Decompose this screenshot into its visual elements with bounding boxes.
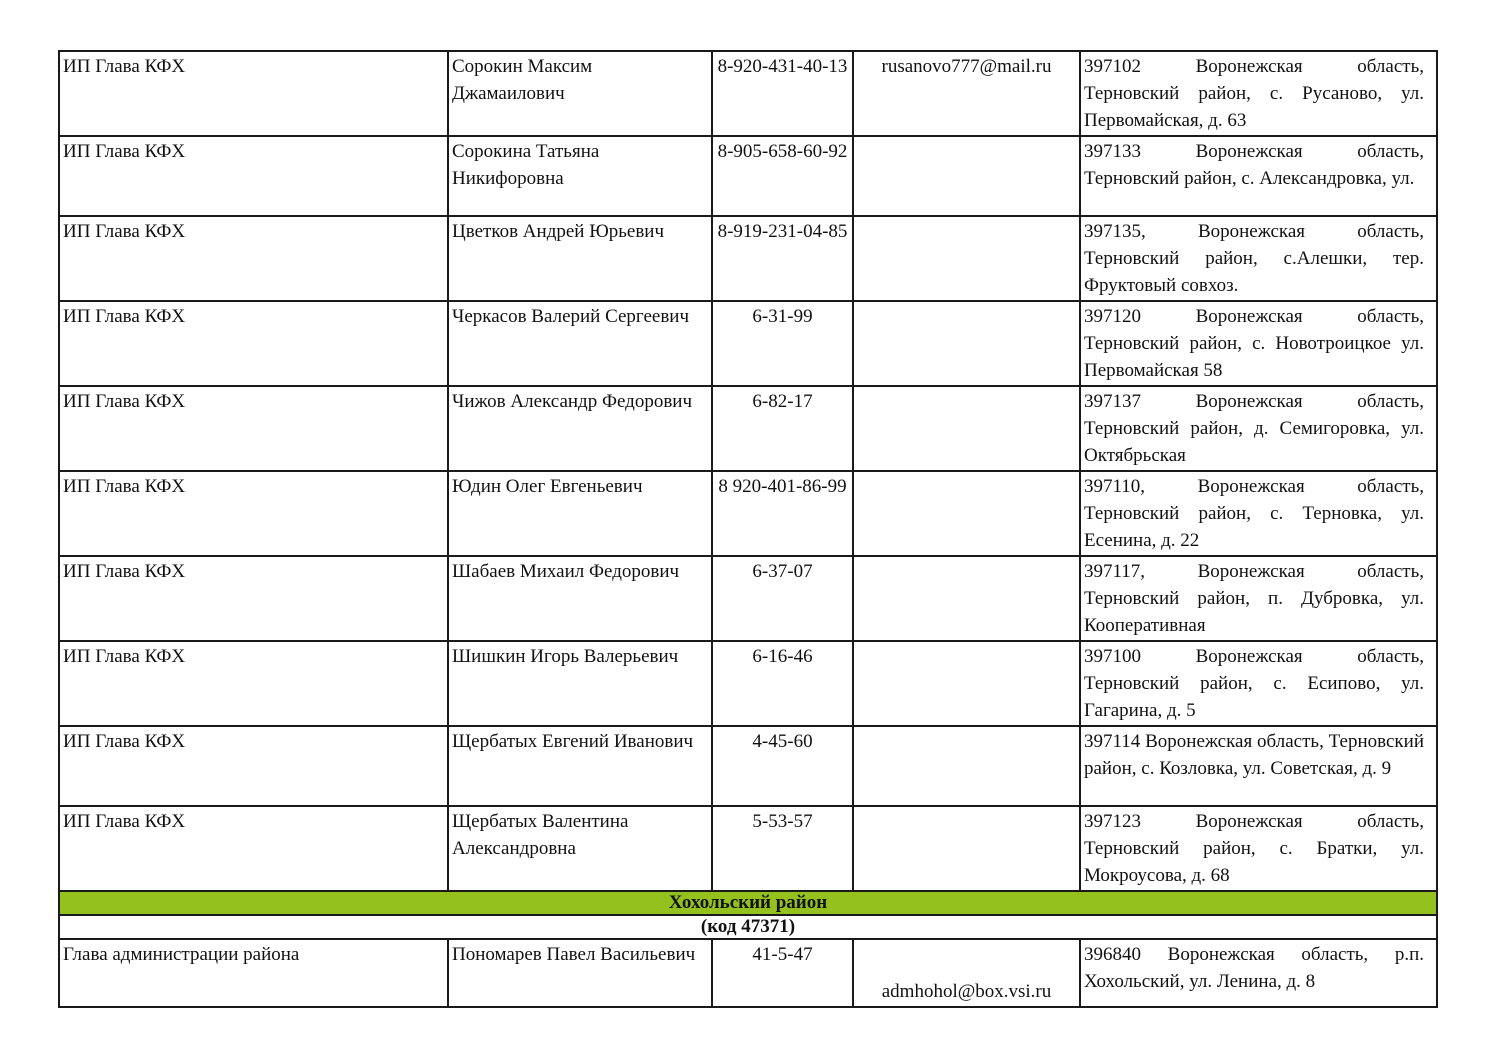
cell-email: [853, 726, 1080, 806]
cell-address: 397114 Воронежская область, Терновский район, с. Козловка, ул. Советская, д. 9: [1080, 726, 1437, 806]
cell-type: ИП Глава КФХ: [59, 556, 448, 641]
email-link[interactable]: admhohol@box.vsi.ru: [881, 981, 1052, 1002]
table-row: [59, 556, 1437, 641]
cell-type: ИП Глава КФХ: [59, 216, 448, 301]
cell-email: [853, 216, 1080, 301]
section-code: (код 47371): [59, 915, 1437, 939]
contacts-table: [58, 50, 1438, 1008]
section-title: Хохольский район: [59, 891, 1437, 915]
cell-address: 397117, Воронежская область, Терновский район, п. Дубровка, ул. Кооперативная: [1080, 556, 1437, 641]
table-row: [59, 806, 1437, 891]
cell-name: Сорокин Максим Джамаилович: [448, 51, 712, 136]
cell-email[interactable]: rusanovo777@mail.ru: [853, 51, 1080, 136]
cell-name: Цветков Андрей Юрьевич: [448, 216, 712, 301]
table-row: [59, 301, 1437, 386]
cell-phone: 6-31-99: [712, 301, 853, 386]
table-row: [59, 939, 1437, 1007]
cell-phone: 6-37-07: [712, 556, 853, 641]
cell-email: [853, 301, 1080, 386]
cell-type: ИП Глава КФХ: [59, 386, 448, 471]
cell-address: 397120 Воронежская область, Терновский район, с. Новотроицкое ул. Первомайская 58: [1080, 301, 1437, 386]
cell-phone: 41-5-47: [712, 939, 853, 1007]
cell-phone: 5-53-57: [712, 806, 853, 891]
cell-phone: 6-82-17: [712, 386, 853, 471]
cell-address: 397100 Воронежская область, Терновский район, с. Есипово, ул. Гагарина, д. 5: [1080, 641, 1437, 726]
cell-phone: 6-16-46: [712, 641, 853, 726]
cell-email: [853, 471, 1080, 556]
cell-address: 397110, Воронежская область, Терновский район, с. Терновка, ул. Есенина, д. 22: [1080, 471, 1437, 556]
cell-name: [448, 939, 712, 1007]
cell-phone: 8-905-658-60-92: [712, 136, 853, 216]
cell-phone: 8 920-401-86-99: [712, 471, 853, 556]
cell-phone: 8-919-231-04-85: [712, 216, 853, 301]
cell-phone: 8-920-431-40-13: [712, 51, 853, 136]
table-row: [59, 641, 1437, 726]
cell-email: [853, 136, 1080, 216]
cell-email: [853, 556, 1080, 641]
cell-name: Чижов Александр Федорович: [448, 386, 712, 471]
cell-address: 397123 Воронежская область, Терновский район, с. Братки, ул. Мокроусова, д. 68: [1080, 806, 1437, 891]
cell-name: Шишкин Игорь Валерьевич: [448, 641, 712, 726]
cell-address: 397137 Воронежская область, Терновский район, д. Семигоровка, ул. Октябрьская: [1080, 386, 1437, 471]
table-row: [59, 471, 1437, 556]
cell-email: [853, 386, 1080, 471]
table-row: [59, 136, 1437, 216]
section-code-row: [59, 915, 1437, 939]
cell-name: Щербатых Евгений Иванович: [448, 726, 712, 806]
document-page: [58, 50, 1436, 1008]
cell-type: ИП Глава КФХ: [59, 806, 448, 891]
cell-address: 397133 Воронежская область, Терновский район, с. Александровка, ул.: [1080, 136, 1437, 216]
cell-type: ИП Глава КФХ: [59, 641, 448, 726]
cell-name: Щербатых Валентина Александровна: [448, 806, 712, 891]
cell-email: [853, 939, 1080, 1007]
cell-name: Юдин Олег Евгеньевич: [448, 471, 712, 556]
table-row: [59, 726, 1437, 806]
cell-name-text: Пономарев Павел Васильевич: [452, 944, 696, 965]
table-row: [59, 386, 1437, 471]
cell-type: Глава администрации района: [59, 939, 448, 1007]
cell-address: 396840 Воронежская область, р.п. Хохольский, ул. Ленина, д. 8: [1080, 939, 1437, 1007]
table-row: [59, 51, 1437, 136]
cell-type: ИП Глава КФХ: [59, 301, 448, 386]
cell-type: ИП Глава КФХ: [59, 471, 448, 556]
cell-address: 397102 Воронежская область, Терновский район, с. Русаново, ул. Первомайская, д. 63: [1080, 51, 1437, 136]
cell-email: [853, 806, 1080, 891]
cell-type: ИП Глава КФХ: [59, 51, 448, 136]
cell-email: [853, 641, 1080, 726]
table-row: [59, 216, 1437, 301]
cell-type: ИП Глава КФХ: [59, 726, 448, 806]
cell-type: ИП Глава КФХ: [59, 136, 448, 216]
cell-name: Сорокина Татьяна Никифоровна: [448, 136, 712, 216]
cell-address: 397135, Воронежская область, Терновский район, с.Алешки, тер. Фруктовый совхоз.: [1080, 216, 1437, 301]
cell-name: Черкасов Валерий Сергеевич: [448, 301, 712, 386]
cell-name: Шабаев Михаил Федорович: [448, 556, 712, 641]
section-header-row: [59, 891, 1437, 915]
cell-phone: 4-45-60: [712, 726, 853, 806]
table-body: [59, 51, 1437, 1007]
